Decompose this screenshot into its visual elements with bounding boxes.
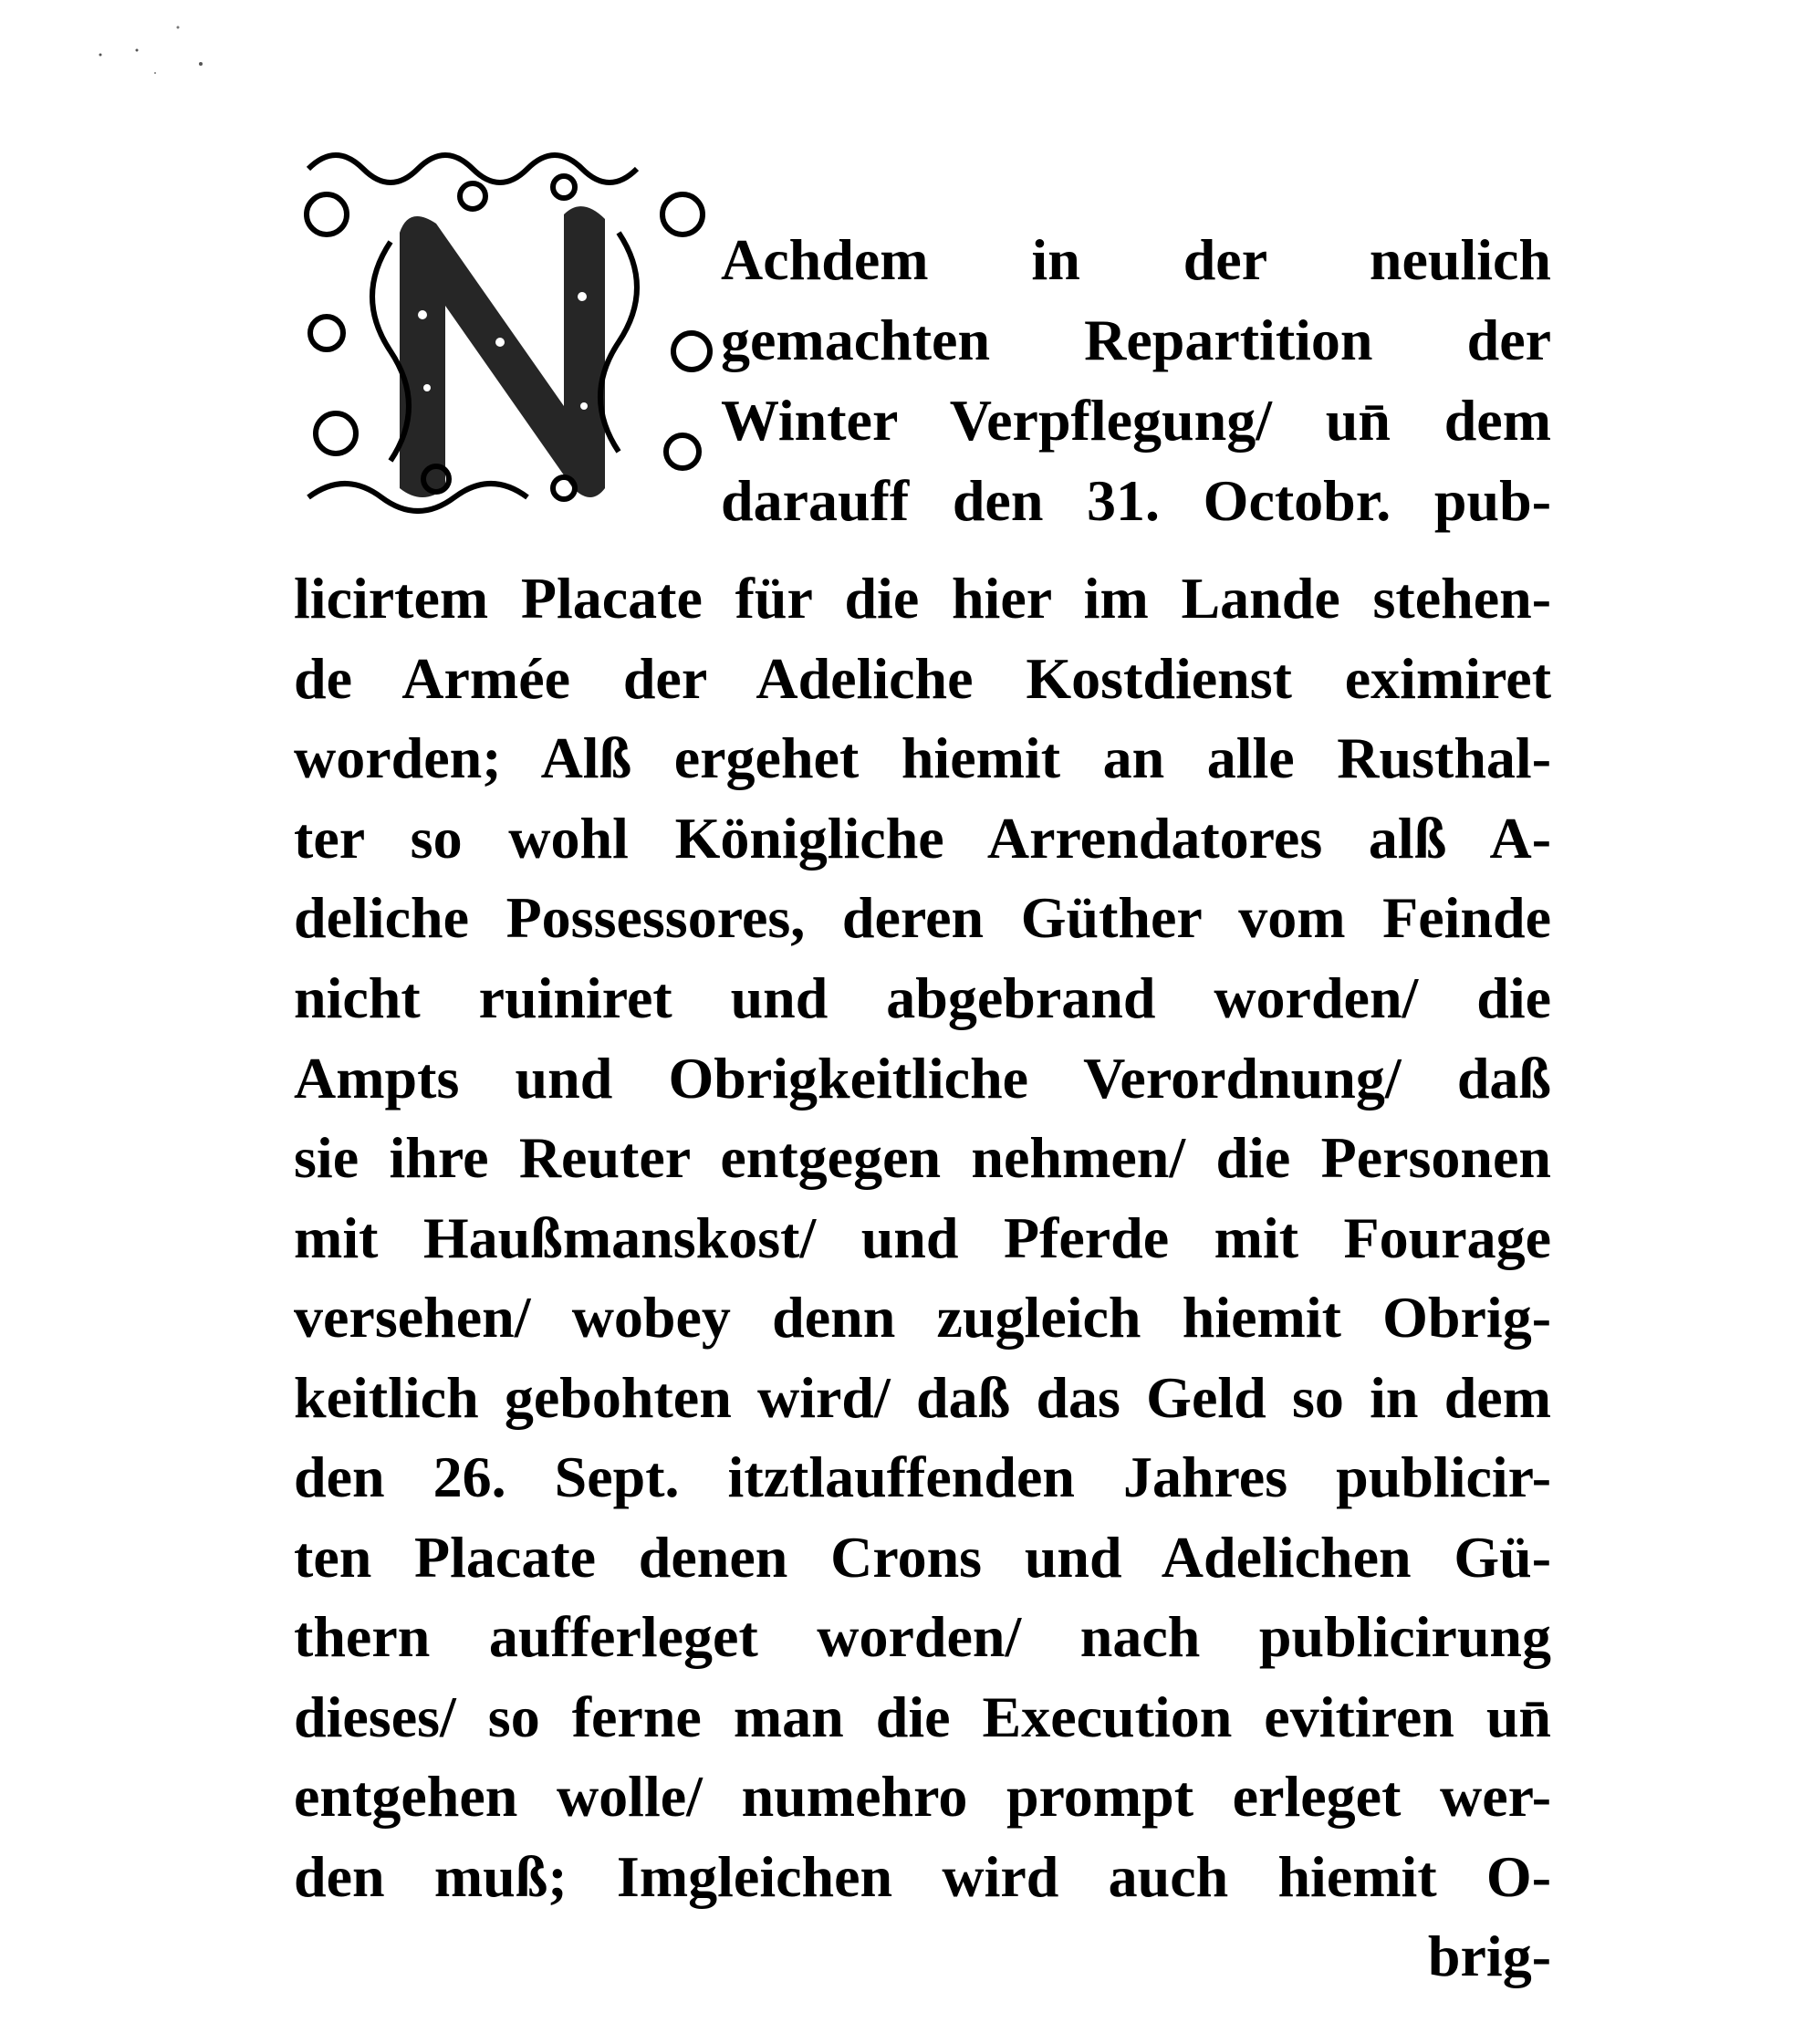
text-line-4: darauff den 31. Octobr. pub- [721, 468, 1551, 533]
text-line-5: licirtem Placate für die hier im Lande stehen- [294, 566, 1551, 631]
text-line-6: de Armée der Adeliche Kostdienst eximiret [294, 646, 1551, 711]
text-line-20: entgehen wolle/ numehro prompt erleget wer- [294, 1764, 1551, 1829]
catchword: brig- [1427, 1924, 1551, 1988]
text-line-12: sie ihre Reuter entgegen nehmen/ die Personen [294, 1125, 1551, 1190]
text-line-13: mit Haußmanskost/ und Pferde mit Fourage [294, 1205, 1551, 1270]
text-line-19: dieses/ so ferne man die Execution evitiren un̄ [294, 1684, 1551, 1749]
decorated-initial-n [290, 132, 719, 525]
text-line-7: worden; Alß ergehet hiemit an alle Rusthal- [294, 725, 1551, 790]
text-line-3: Winter Verpflegung/ un̄ dem [721, 388, 1551, 453]
text-line-10: nicht ruiniret und abgebrand worden/ die [294, 965, 1551, 1030]
text-line-21: den muß; Imgleichen wird auch hiemit O- [294, 1844, 1551, 1909]
text-line-16: den 26. Sept. itztlauffenden Jahres publicir- [294, 1444, 1551, 1509]
text-line-18: thern aufferleget worden/ nach publicirung [294, 1604, 1551, 1669]
text-line-9: deliche Possessores, deren Güther vom Feinde [294, 885, 1551, 950]
text-line-11: Ampts und Obrigkeitliche Verordnung/ daß [294, 1046, 1551, 1111]
text-line-14: versehen/ wobey denn zugleich hiemit Obrig- [294, 1285, 1551, 1350]
text-line-8: ter so wohl Königliche Arrendatores alß A- [294, 806, 1551, 871]
text-line-1: Achdem in der neulich [721, 227, 1551, 292]
text-line-17: ten Placate denen Crons und Adelichen Gü- [294, 1525, 1551, 1590]
paper-specks [91, 9, 228, 82]
text-line-15: keitlich gebohten wird/ daß das Geld so in dem [294, 1365, 1551, 1430]
text-line-2: gemachten Repartition der [721, 308, 1551, 372]
